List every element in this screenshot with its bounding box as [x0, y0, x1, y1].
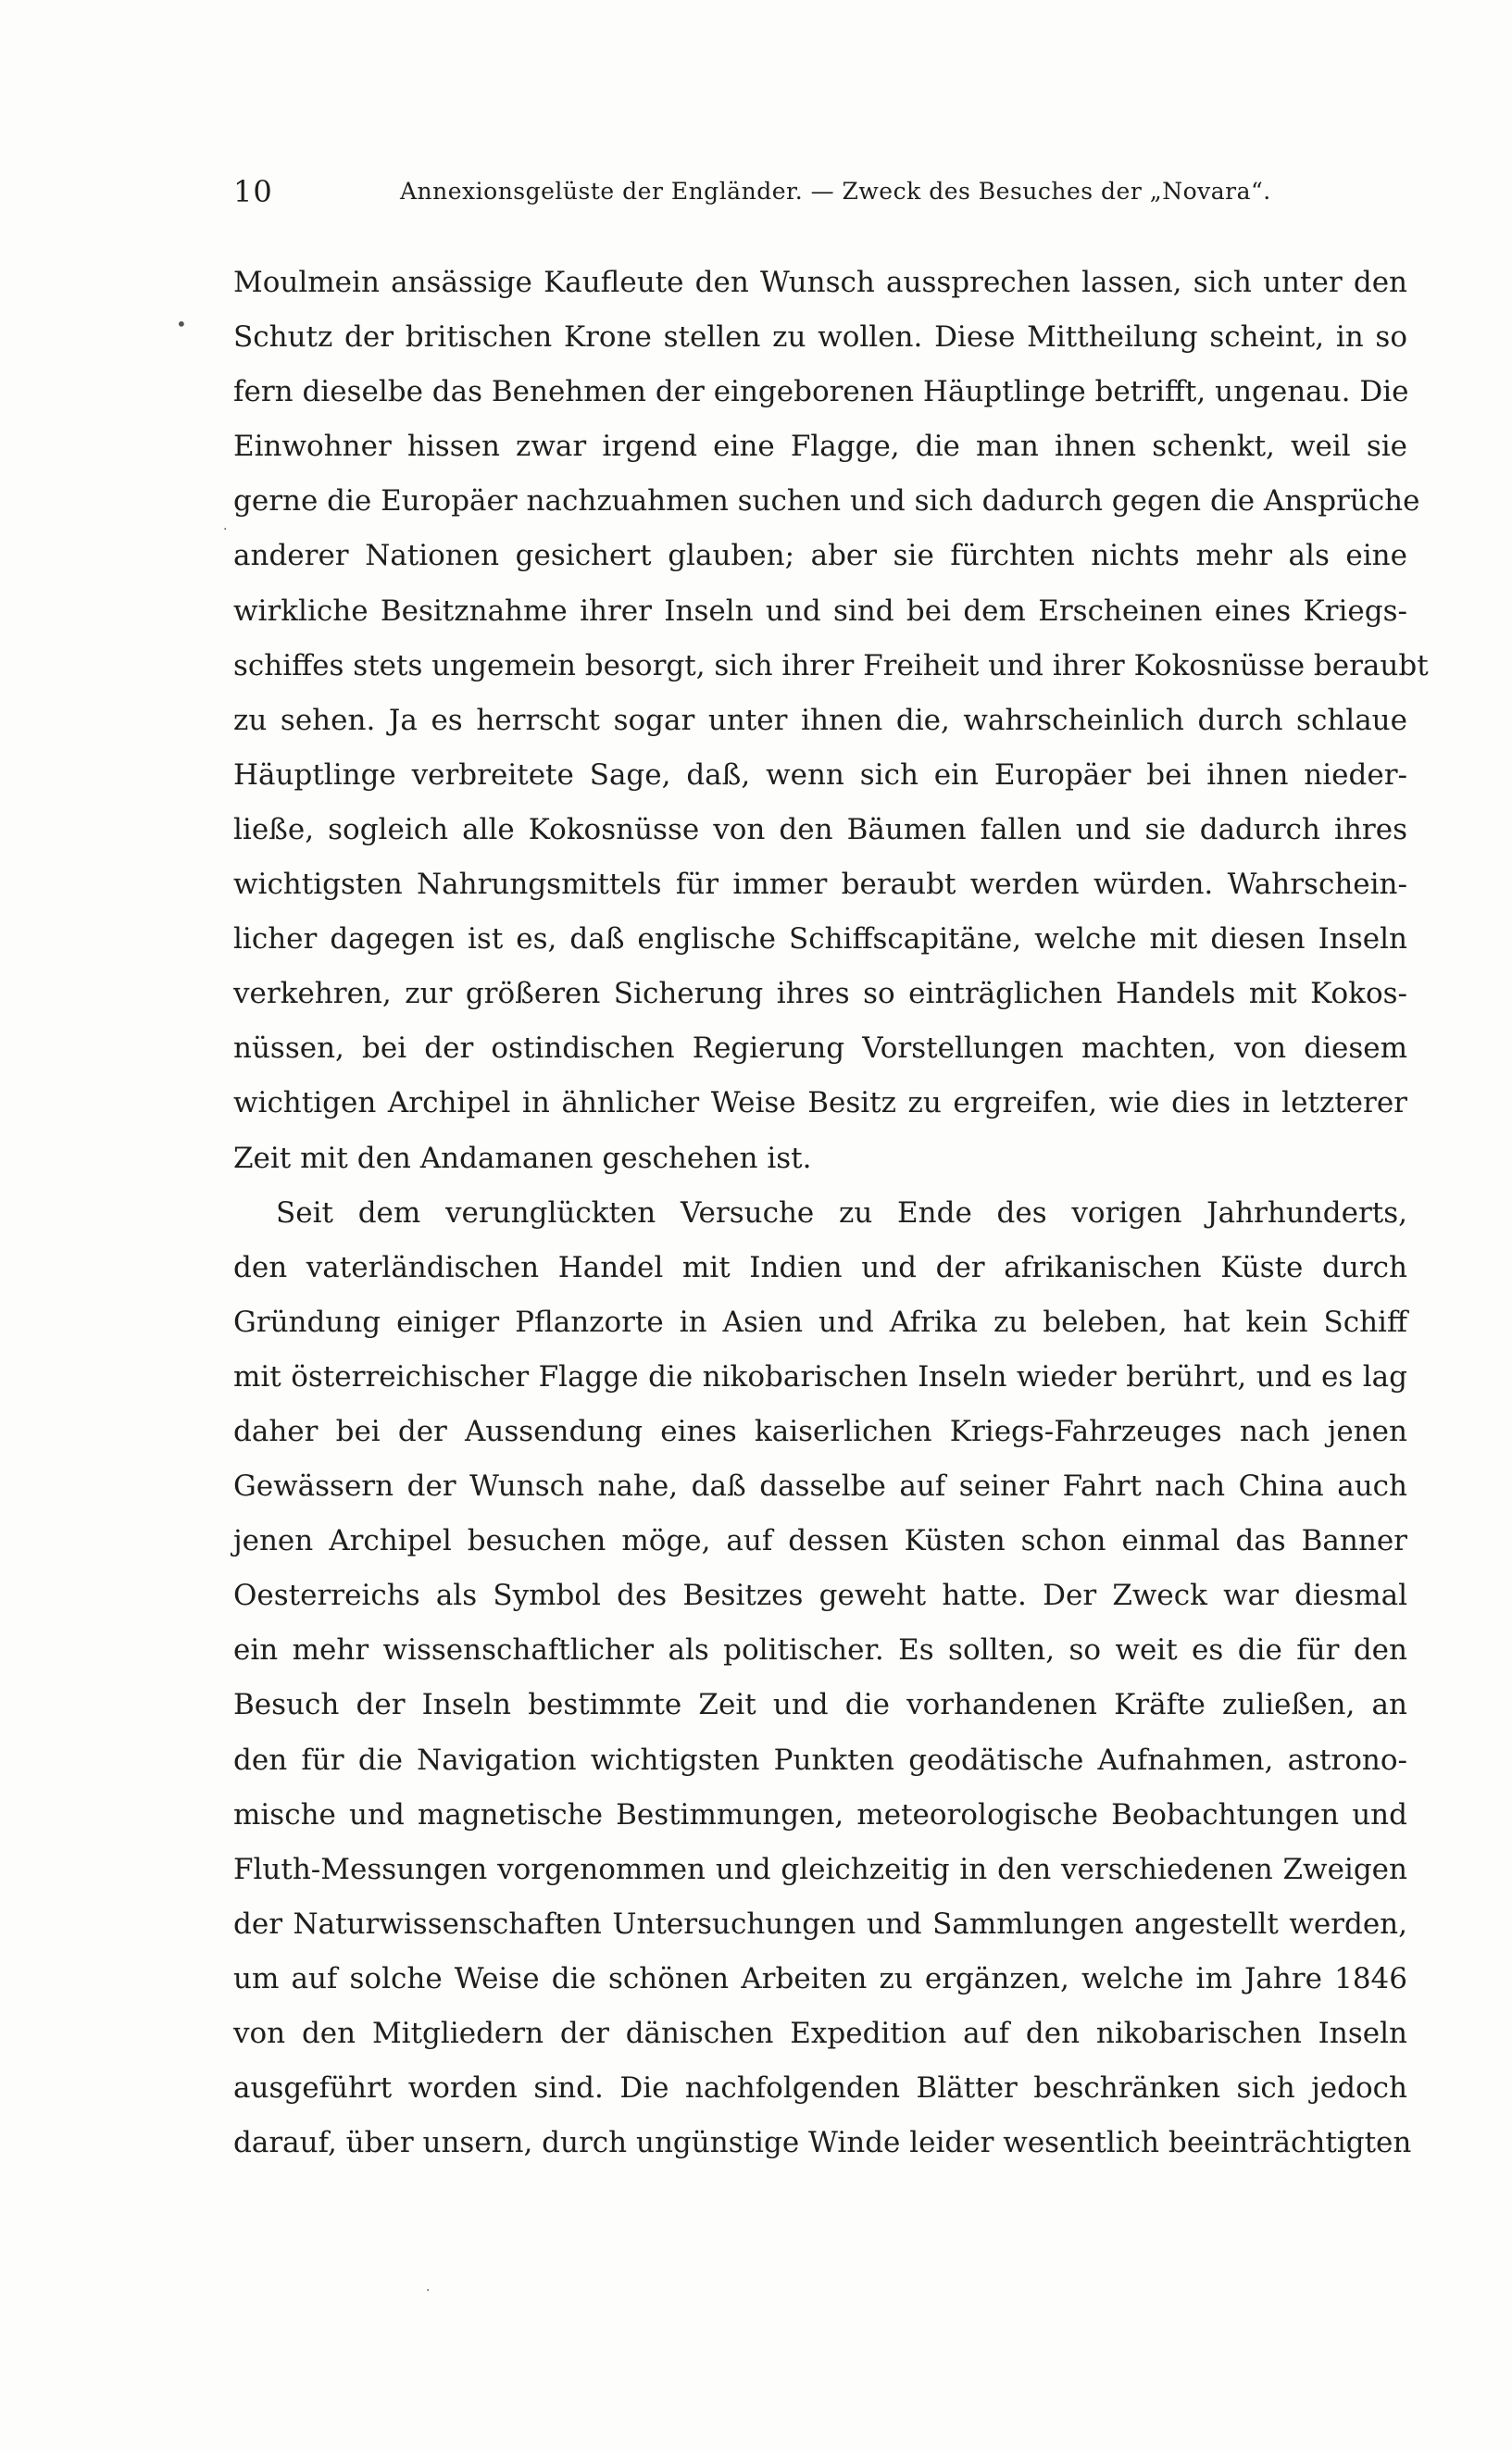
- text-line: wichtigsten Nahrungsmittels für immer beraubt werden würden. Wahrschein-: [233, 868, 1407, 902]
- text-line: Schutz der britischen Krone stellen zu wollen. Diese Mittheilung scheint, in so: [233, 320, 1407, 355]
- running-head-title: Annexionsgelüste der Engländer. — Zweck des Besuches der „Novara“.: [400, 178, 1271, 205]
- text-line: den für die Navigation wichtigsten Punkten geodätische Aufnahmen, astrono-: [233, 1743, 1407, 1777]
- text-line: Seit dem verunglückten Versuche zu Ende des vorigen Jahrhunderts,: [276, 1195, 1407, 1230]
- text-line: den vaterländischen Handel mit Indien und der afrikanischen Küste durch: [233, 1250, 1407, 1284]
- text-line: Einwohner hissen zwar irgend eine Flagge, die man ihnen schenkt, weil sie: [233, 430, 1407, 464]
- text-line: anderer Nationen gesichert glauben; aber sie fürchten nichts mehr als eine: [233, 539, 1407, 573]
- paragraph: [233, 256, 1429, 1186]
- page-number: 10: [233, 174, 273, 209]
- text-line: Fluth-Messungen vorgenommen und gleichzeitig in den verschiedenen Zweigen: [233, 1852, 1407, 1886]
- body-text: [233, 256, 1429, 2170]
- text-line: Gewässern der Wunsch nahe, daß dasselbe auf seiner Fahrt nach China auch: [233, 1469, 1407, 1504]
- text-line: Moulmein ansässige Kaufleute den Wunsch aussprechen lassen, sich unter den: [233, 266, 1407, 299]
- text-line: zu sehen. Ja es herrscht sogar unter ihnen die, wahrscheinlich durch schlaue: [233, 703, 1407, 737]
- text-line: licher dagegen ist es, daß englische Schiffscapitäne, welche mit diesen Inseln: [233, 922, 1407, 957]
- text-line: daher bei der Aussendung eines kaiserlichen Kriegs-Fahrzeuges nach jenen: [233, 1414, 1407, 1448]
- text-line: wichtigen Archipel in ähnlicher Weise Besitz zu ergreifen, wie dies in letzterer: [233, 1086, 1407, 1120]
- text-line: verkehren, zur größeren Sicherung ihres so einträglichen Handels mit Kokos-: [233, 977, 1407, 1011]
- text-line: ließe, sogleich alle Kokosnüsse von den Bäumen fallen und sie dadurch ihres: [233, 812, 1407, 846]
- text-line: Gründung einiger Pflanzorte in Asien und Afrika zu beleben, hat kein Schiff: [233, 1305, 1407, 1339]
- text-line: schiffes stets ungemein besorgt, sich ihrer Freiheit und ihrer Kokosnüsse beraubt: [233, 648, 1429, 682]
- text-line: darauf, über unsern, durch ungünstige Winde leider wesentlich beeinträchtigten: [233, 2126, 1412, 2160]
- text-line: fern dieselbe das Benehmen der eingeborenen Häuptlinge betrifft, ungenau. Die: [233, 375, 1409, 409]
- text-line: Häuptlinge verbreitete Sage, daß, wenn sich ein Europäer bei ihnen nieder-: [233, 757, 1407, 792]
- running-head: [233, 174, 1280, 211]
- margin-mark: ·: [426, 2283, 431, 2298]
- text-line: Zeit mit den Andamanen geschehen ist.: [233, 1141, 812, 1175]
- text-line: mische und magnetische Bestimmungen, meteorologische Beobachtungen und: [233, 1797, 1407, 1832]
- text-line: jenen Archipel besuchen möge, auf dessen Küsten schon einmal das Banner: [233, 1524, 1407, 1558]
- margin-mark: •: [176, 313, 187, 335]
- text-line: ein mehr wissenschaftlicher als politischer. Es sollten, so weit es die für den: [233, 1633, 1407, 1668]
- margin-mark: .: [223, 519, 228, 533]
- text-line: ausgeführt worden sind. Die nachfolgenden Blätter beschränken sich jedoch: [233, 2071, 1407, 2106]
- text-line: von den Mitgliedern der dänischen Expedition auf den nikobarischen Inseln: [233, 2017, 1407, 2050]
- text-line: nüssen, bei der ostindischen Regierung Vorstellungen machten, von diesem: [233, 1032, 1407, 1066]
- paragraph: [233, 1186, 1412, 2171]
- text-line: um auf solche Weise die schönen Arbeiten zu ergänzen, welche im Jahre 1846: [233, 1961, 1407, 1995]
- text-line: mit österreichischer Flagge die nikobarischen Inseln wieder berührt, und es lag: [233, 1359, 1407, 1394]
- text-line: Besuch der Inseln bestimmte Zeit und die vorhandenen Kräfte zuließen, an: [233, 1688, 1407, 1722]
- text-line: wirkliche Besitznahme ihrer Inseln und sind bei dem Erscheinen eines Kriegs-: [233, 594, 1407, 628]
- text-line: Oesterreichs als Symbol des Besitzes geweht hatte. Der Zweck war diesmal: [233, 1579, 1407, 1613]
- text-line: gerne die Europäer nachzuahmen suchen und sich dadurch gegen die Ansprüche: [233, 484, 1420, 519]
- text-line: der Naturwissenschaften Untersuchungen und Sammlungen angestellt werden,: [233, 1907, 1407, 1941]
